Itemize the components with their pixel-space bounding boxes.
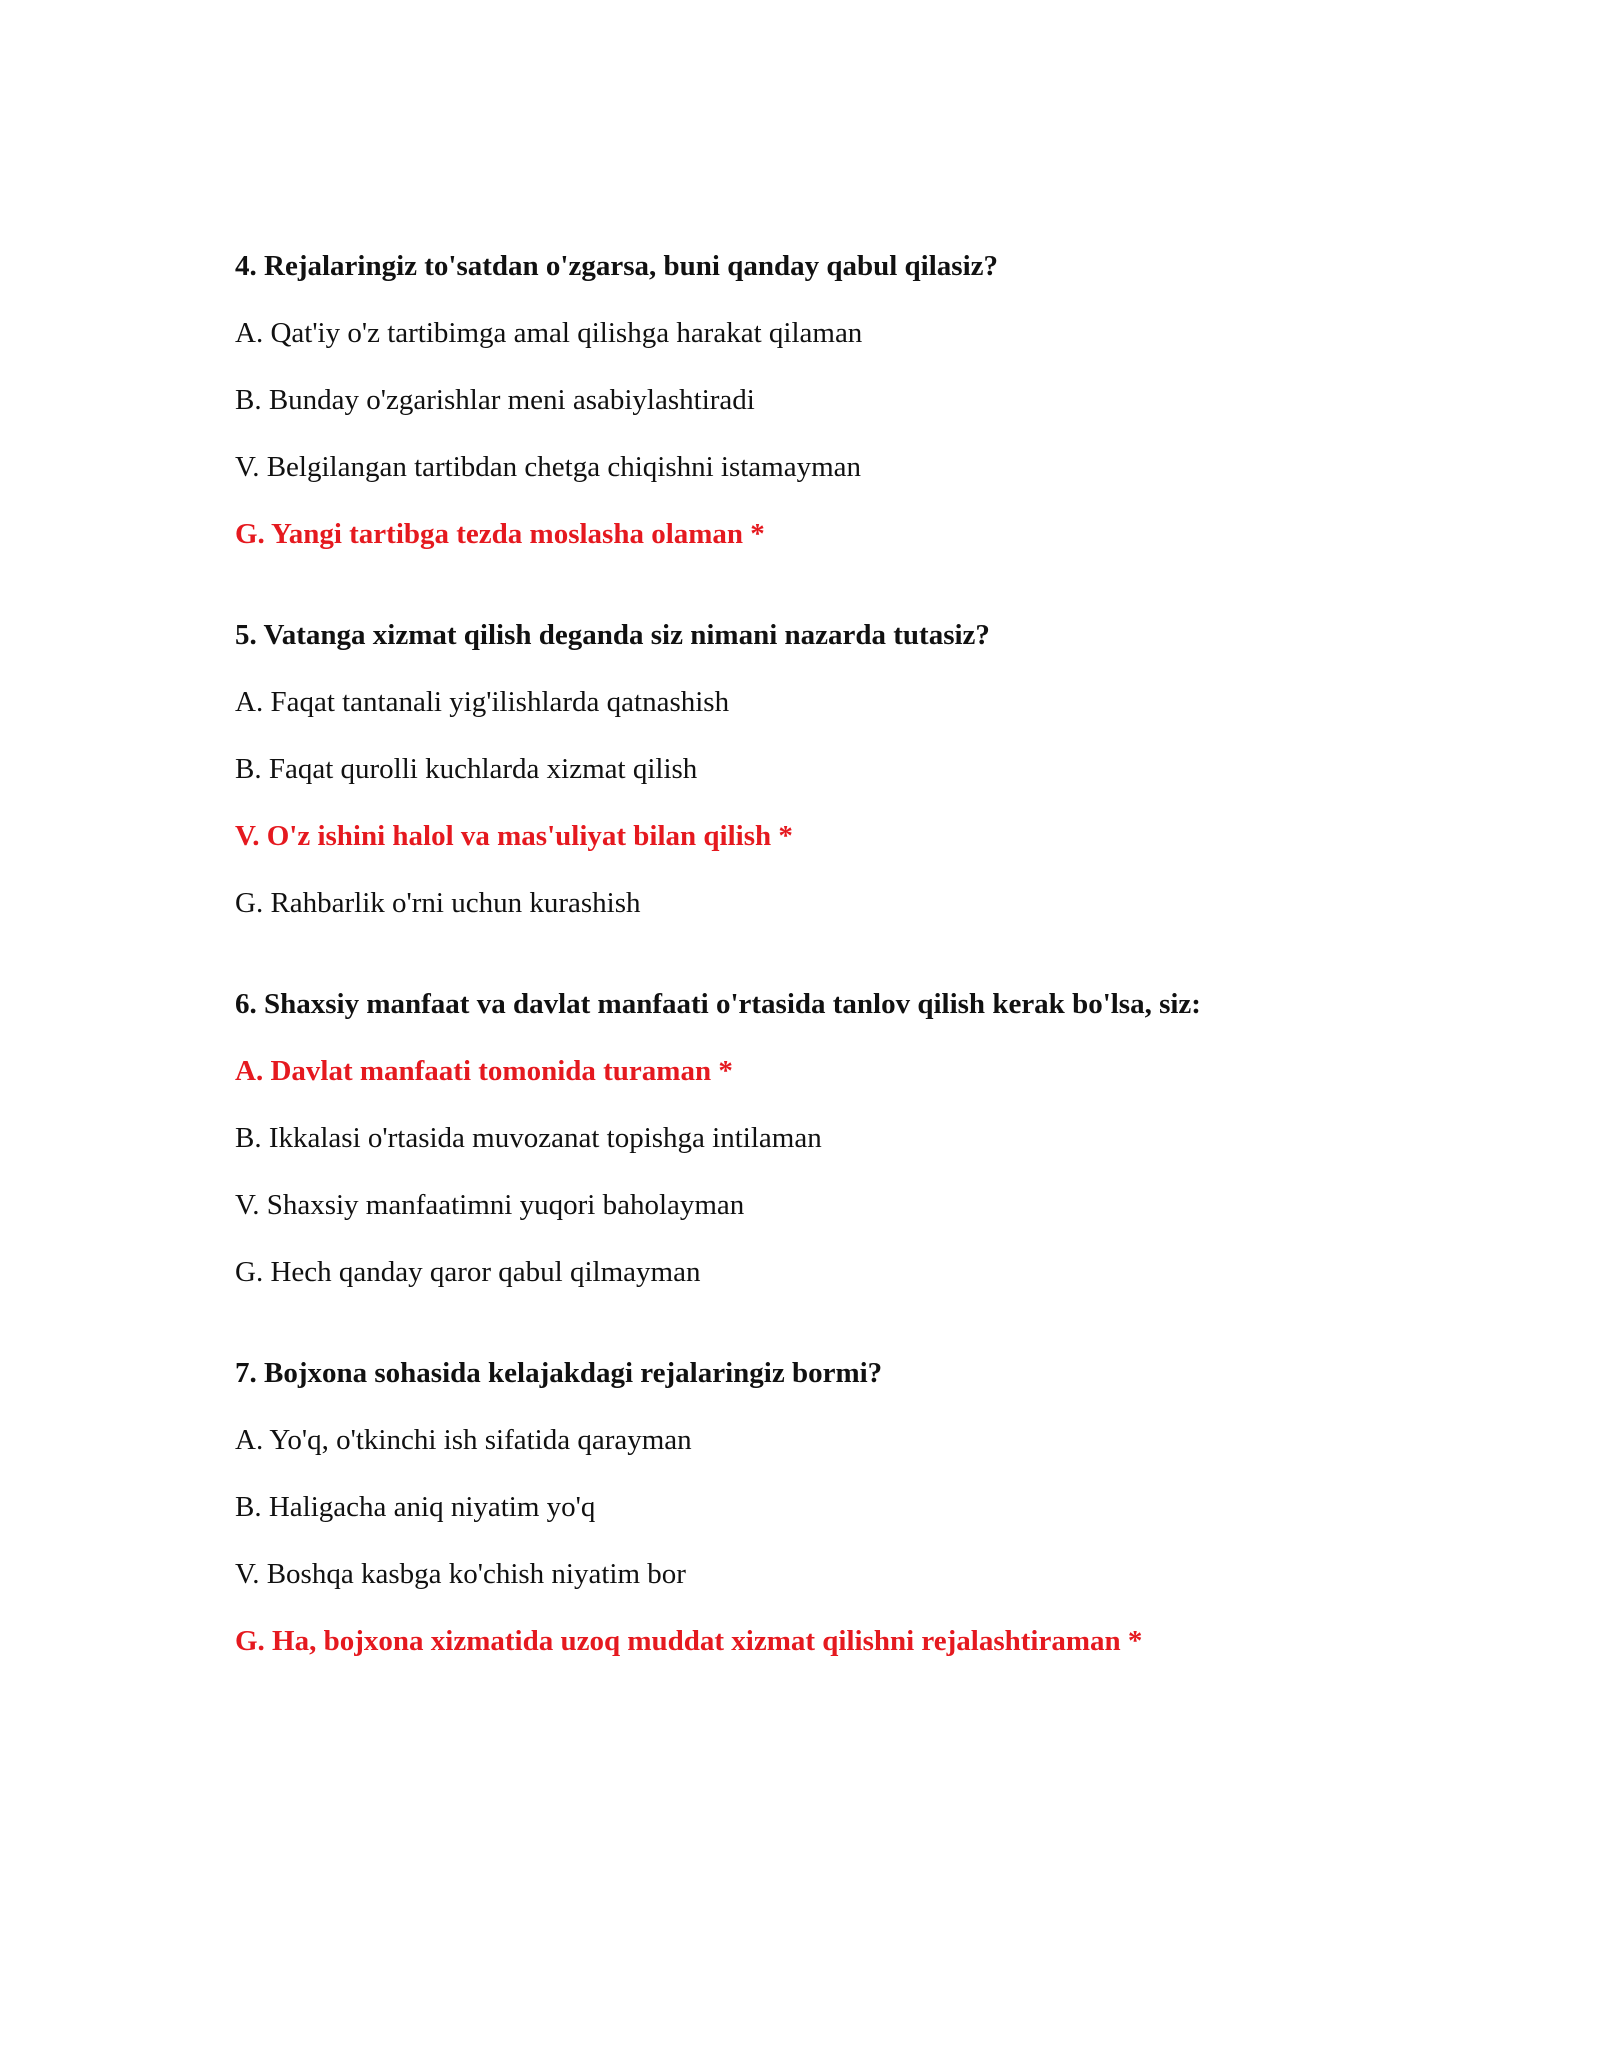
question-block-7: [235, 1357, 1435, 1657]
answer-option: B. Faqat qurolli kuchlarda xizmat qilish: [235, 753, 698, 785]
answer-option: A. Yo'q, o'tkinchi ish sifatida qarayman: [235, 1424, 692, 1456]
answer-option: B. Ikkalasi o'rtasida muvozanat topishga intilaman: [235, 1122, 822, 1154]
answer-option: A. Faqat tantanali yig'ilishlarda qatnashish: [235, 686, 730, 718]
question-title: 7. Bojxona sohasida kelajakdagi rejalaringiz bormi?: [235, 1357, 883, 1389]
answer-option: V. Boshqa kasbga ko'chish niyatim bor: [235, 1558, 686, 1590]
quiz-content: [235, 250, 1435, 1726]
correct-answer-option: A. Davlat manfaati tomonida turaman *: [235, 1055, 733, 1087]
correct-answer-option: G. Yangi tartibga tezda moslasha olaman *: [235, 518, 765, 550]
answer-option: A. Qat'iy o'z tartibimga amal qilishga harakat qilaman: [235, 317, 863, 349]
correct-answer-option: G. Ha, bojxona xizmatida uzoq muddat xizmat qilishni rejalashtiraman *: [235, 1625, 1143, 1657]
question-title: 4. Rejalaringiz to'satdan o'zgarsa, buni qanday qabul qilasiz?: [235, 250, 998, 282]
answer-option: V. Belgilangan tartibdan chetga chiqishni istamayman: [235, 451, 862, 483]
answer-option: G. Hech qanday qaror qabul qilmayman: [235, 1256, 701, 1288]
question-block-5: [235, 619, 1435, 919]
answer-option: B. Haligacha aniq niyatim yo'q: [235, 1491, 596, 1523]
question-title: 5. Vatanga xizmat qilish deganda siz nimani nazarda tutasiz?: [235, 619, 990, 651]
question-block-6: [235, 988, 1435, 1288]
correct-answer-option: V. O'z ishini halol va mas'uliyat bilan qilish *: [235, 820, 793, 852]
answer-option: G. Rahbarlik o'rni uchun kurashish: [235, 887, 641, 919]
question-title: 6. Shaxsiy manfaat va davlat manfaati o'rtasida tanlov qilish kerak bo'lsa, siz:: [235, 988, 1201, 1020]
answer-option: V. Shaxsiy manfaatimni yuqori baholayman: [235, 1189, 745, 1221]
answer-option: B. Bunday o'zgarishlar meni asabiylashtiradi: [235, 384, 755, 416]
question-block-4: [235, 250, 1435, 550]
